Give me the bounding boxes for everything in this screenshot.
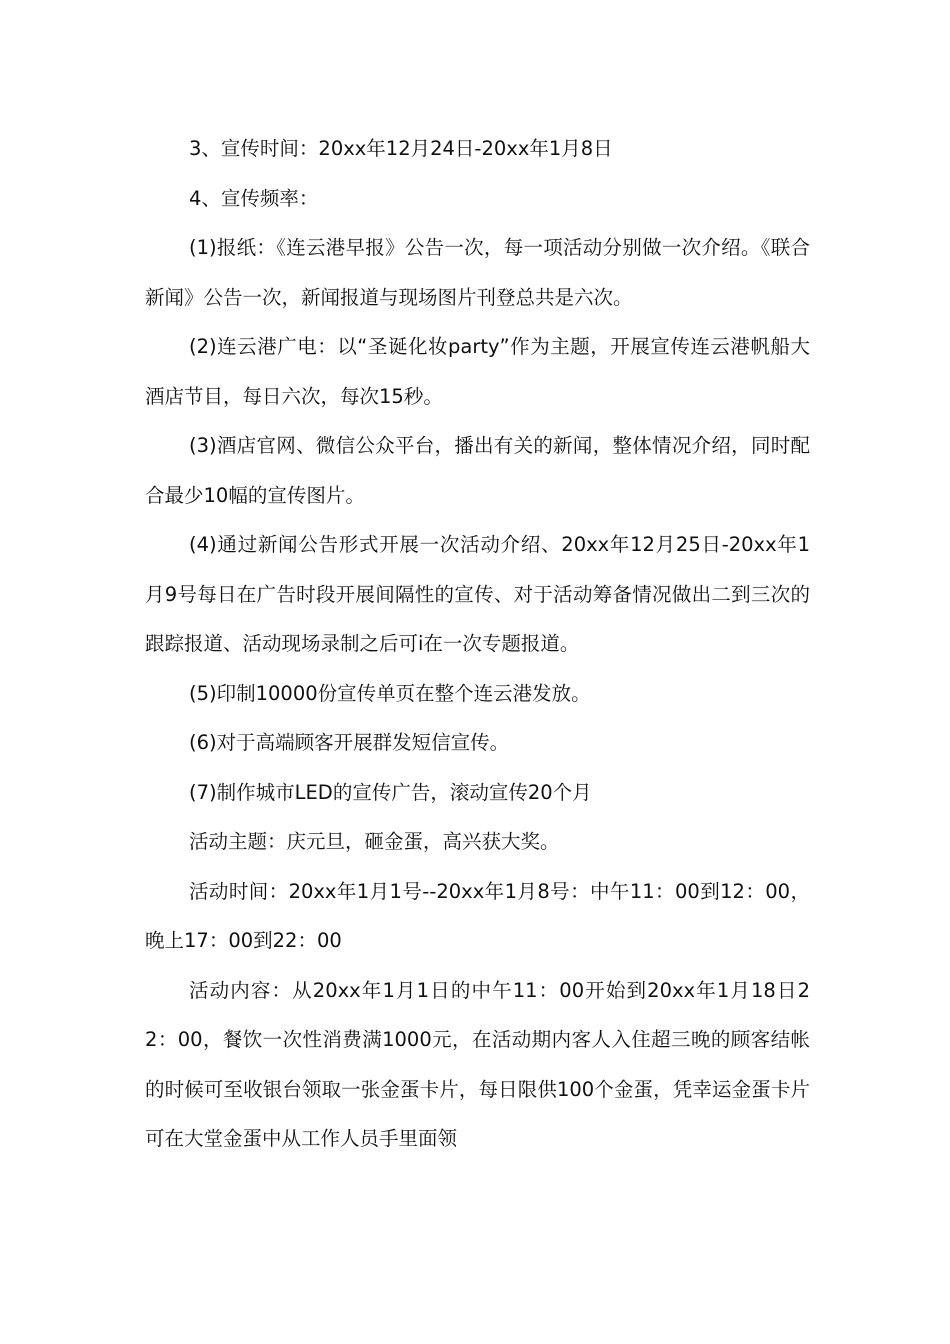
paragraph-flyers: (5)印制10000份宣传单页在整个连云港发放。: [189, 681, 591, 705]
paragraph-activity-time: 活动时间：20xx年1月1号--20xx年1月8号：中午11：00到12：00，晚上17：00到22：00: [145, 879, 810, 952]
paragraph-activity-theme: 活动主题：庆元旦，砸金蛋，高兴获大奖。: [189, 830, 560, 853]
paragraph-news-announcement: (4)通过新闻公告形式开展一次活动介绍、20xx年12月25日-20xx年1月9号每日在广告时段开展间隔性的宣传、对于活动筹备情况做出二到三次的跟踪报道、活动现场录制之后可i在一次专题报道。: [145, 533, 810, 655]
paragraph-website-wechat: (3)酒店官网、微信公众平台，播出有关的新闻，整体情况介绍，同时配合最少10幅的宣传图片。: [145, 434, 810, 507]
document-body: [145, 124, 810, 1164]
paragraph-activity-content: 活动内容：从20xx年1月1日的中午11：00开始到20xx年1月18日22：00，餐饮一次性消费满1000元，在活动期内客人入住超三晚的顾客结帐的时候可至收银台领取一张金蛋卡片，每日限供100个金蛋，凭幸运金蛋卡片可在大堂金蛋中从工作人员手里面领: [145, 978, 810, 1150]
paragraph-led: (7)制作城市LED的宣传广告，滚动宣传20个月: [189, 780, 592, 804]
paragraph-publicity-frequency: 4、宣传频率：: [189, 186, 319, 210]
paragraph-publicity-time: 3、宣传时间：20xx年12月24日-20xx年1月8日: [189, 137, 613, 160]
paragraph-broadcast: (2)连云港广电：以“圣诞化妆party”作为主题，开展宣传连云港帆船大酒店节目，每日六次，每次15秒。: [145, 335, 810, 408]
paragraph-newspaper: (1)报纸：《连云港早报》公告一次，每一项活动分别做一次介绍。《联合新闻》公告一次，新闻报道与现场图片刊登总共是六次。: [145, 236, 810, 309]
paragraph-sms: (6)对于高端顾客开展群发短信宣传。: [189, 731, 510, 754]
